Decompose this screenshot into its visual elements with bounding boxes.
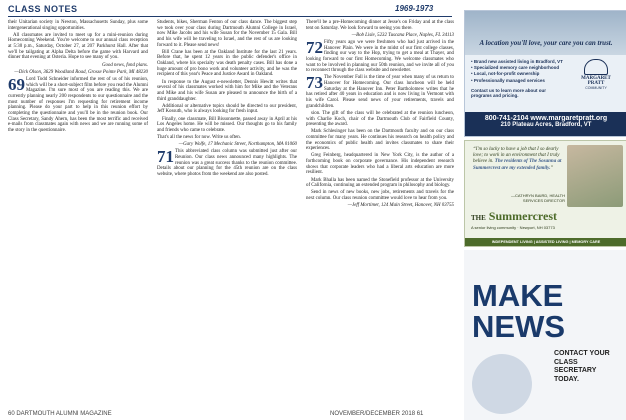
ad-cta: Contact us to learn more about our programs and pricing. bbox=[471, 88, 547, 98]
ad-address: 210 Plateau Acres, Bradford, VT bbox=[500, 122, 592, 128]
class-year-dropcap: 69 bbox=[8, 74, 25, 94]
paragraph: Mark Schlesinger has been on the Dartmouth faculty and on our class committee for many years. He continues his research on health policy and the economics of public health and invites classmates to share their experiences. bbox=[306, 129, 454, 152]
arch-icon bbox=[584, 59, 608, 75]
ad-subline: A senior living community · Newport, NH 03773 bbox=[471, 225, 555, 230]
column-2 bbox=[157, 20, 297, 179]
ad-photo bbox=[465, 11, 626, 55]
ad-contact-bar bbox=[465, 112, 626, 136]
section-title: CLASS NOTES bbox=[8, 4, 78, 14]
class-entry-73 bbox=[306, 75, 454, 109]
footer-left: 60 DARTMOUTH ALUMNI MAGAZINE bbox=[8, 411, 112, 417]
list-item: • Local, not-for-profit ownership bbox=[471, 71, 540, 77]
quote-close: ” bbox=[550, 165, 554, 171]
column-1 bbox=[8, 20, 148, 135]
paragraph: Additional or alternative topics should be directed to our president, Jeff Kossuth, who is always looking for fresh input. bbox=[157, 103, 297, 115]
paragraph: In response to the August e-newsletter, Dennis Hewitt writes that several of his classmates worked with him for Mike and the Veterans and Mike and his wife Susan are pleased to announce the birth of a third granddaughter. bbox=[157, 79, 297, 102]
logo-sub: COMMUNITY bbox=[585, 86, 607, 90]
summercrest-logo bbox=[471, 209, 621, 224]
logo-lead: THE bbox=[471, 214, 486, 222]
logo-name: MARGARET PRATT bbox=[581, 76, 611, 86]
class-entry-71 bbox=[157, 149, 297, 177]
signature: —Gary Wolfe, 17 Mechanic Street, Northampton, MA 01060 bbox=[178, 142, 297, 148]
ad-phone-web[interactable]: 800-741-2104 www.margaretpratt.org bbox=[484, 115, 608, 122]
signature: —Bob Lisle, 5232 Tuscana Place, Naples, FL 34113 bbox=[351, 32, 454, 38]
signature: —Dick Olson, 3629 Woodland Road, Grosse Pointe Park, MI 48230 bbox=[14, 69, 148, 75]
headline-line-2: NEWS bbox=[472, 309, 565, 344]
ad-decor-circle bbox=[472, 354, 532, 414]
header-rule bbox=[8, 16, 452, 17]
class-entry-72 bbox=[306, 37, 454, 74]
margaret-pratt-logo bbox=[573, 59, 619, 89]
paragraph: Bill Crane has been at the Oakland Institute for the last 21 years. Before that, he spent 12 years in the public defender's office in Oakland, where his specialty was death penalty cases. Bill has done a huge amount of pro bono work and volunteer activity, and he was the recipient of this year's Peace and Justice Award in Oakland. bbox=[157, 49, 297, 78]
ad-bullet-list bbox=[471, 59, 567, 84]
ad-headline bbox=[472, 280, 565, 342]
testimonial-quote bbox=[473, 147, 563, 172]
quote-text: “I'm so lucky to have a job that I so dearly love; to work in an environment that I truly believe in. bbox=[473, 147, 560, 165]
list-item: • Professionally managed services bbox=[471, 77, 545, 83]
class-year-dropcap: 72 bbox=[306, 37, 323, 57]
class-entry-text: This abbreviated class column was submitted just after our Reunion. Our class news announced many highlights. The reunion was a great success thanks to the reunion committee. Details about our planning for the 45th reunion are on the class website, where photos from the weekend are also posted. bbox=[157, 149, 297, 177]
testimonial-attribution: —CATHRYN BAIRD, HEALTH SERVICES DIRECTOR bbox=[510, 193, 565, 203]
paragraph: sion. The gift of the class will be celebrated at the reunion luncheon, with Charlie Koch, chair of the Dartmouth Club of Fairfield County, presenting the award. bbox=[306, 110, 454, 128]
ad-headline: A location you'll love, your care you can trust. bbox=[479, 39, 613, 47]
class-year-dropcap: 73 bbox=[306, 73, 323, 93]
footer-right: NOVEMBER/DECEMBER 2018 61 bbox=[330, 411, 424, 417]
logo-name: Summercrest bbox=[488, 209, 557, 223]
class-year-dropcap: 71 bbox=[157, 147, 174, 167]
class-entry-69 bbox=[8, 74, 148, 134]
list-item: • Specialized memory care neighborhood bbox=[471, 65, 560, 71]
summercrest-ad[interactable] bbox=[464, 140, 626, 247]
paragraph: Send in news of new books, new jobs, retirements and travels for the next column. Our class reunion committee would love to hear from you. bbox=[306, 190, 454, 202]
paragraph: Finally, one classmate, Bill Bissonnette, passed away in April at his Los Angeles home. He will be missed. Our thoughts go to his family and friends who came to celebrate. bbox=[157, 116, 297, 133]
signature: Good news, fond plans. bbox=[101, 62, 148, 68]
quote-highlight: The residents of The Sosanna at Summercrest are my extended family. bbox=[473, 159, 562, 171]
class-entry-text: The November Fall is the time of year when many of us return to Hanover for Homecoming. Our class luncheon will be held Saturday at the Hanover Inn. Peter Bartholomew writes that he has retired after 40 years in education and is now living in Vermont with his wife Carol. Please send news of your retirements, travels and grandchildren. bbox=[306, 75, 454, 109]
list-item: • Brand new assisted living in Bradford, VT bbox=[471, 59, 563, 64]
make-news-ad[interactable] bbox=[464, 250, 626, 420]
ad-cta: CONTACT YOUR CLASS SECRETARY TODAY. bbox=[554, 350, 610, 383]
paragraph: their Unitarian society in Newton, Massachusetts Sunday, plus some intergenerational singing opportunities. bbox=[8, 20, 148, 31]
ad-services-bar: INDEPENDENT LIVING | ASSISTED LIVING | MEMORY CARE bbox=[465, 238, 626, 246]
class-years: 1969-1973 bbox=[395, 4, 434, 13]
staff-photo bbox=[567, 145, 623, 207]
headline-line-1: MAKE bbox=[472, 278, 564, 313]
paragraph: Mark Bhalla has been named the Stonefield professor at the University of California, continuing an extended program in philosophy and biology. bbox=[306, 177, 454, 189]
paragraph: All classmates are invited to meet up for a mini-reunion during Homecoming Weekend. You're welcome to our annual class reception at 5:30 p.m., Saturday, October 27, at 207 Parkhurst Hall. After that we'll be tailgating at Alpha Delta before the game with Harvard and dinner that evening at Osteria. Hope to see many of you. bbox=[8, 32, 148, 61]
margaret-pratt-ad[interactable] bbox=[464, 10, 626, 137]
paragraph: Greg Feinberg, headquartered in New York City, is the author of a forthcoming book on corporate governance. His independent research shows that corporate leaders who had a liberal arts education are more resilient. bbox=[306, 153, 454, 176]
signature: —Jeff Mortimer, 124 Main Street, Hanover, NH 03755 bbox=[347, 203, 454, 209]
paragraph: Students, bikes, Sherman Fenton of our class dance. The biggest step we took over your class during Dartmouth Alumni College in Israel, now Mike Jacobs and his wife Susan for the November 15 Gala. Bill and his wife will be traveling to Israel, and the rest of us are looking forward to it. Please send news! bbox=[157, 20, 297, 48]
class-entry-text: Fifty years ago we were freshmen who had just arrived in the Hanover Plain. We were in the midst of our first college classes, finding our way to the Hop, trying to get a meal at Thayer, and looking forward to our first Homecoming. We welcome classmates who want to be involved in planning our 50th reunion, and we invite all of you to reconnect through the class website and newsletter. bbox=[306, 39, 454, 74]
paragraph: There'll be a pre-Homecoming dinner at Jesse's on Friday and at the class tent on Saturday. We look forward to seeing you there. bbox=[306, 20, 454, 31]
column-3 bbox=[306, 20, 454, 210]
class-entry-text: Lord Todd Schneider informed the rest of us of his reunion, which will be a short-subject film before you read the Alumni Magazine. I'm sure most of you are reading this. We are currently planning nearly 200 respondents to our questionnaire and the most number of responses I'm requesting for retirement income planning. Please do your part to help in this reunion effort by completing the questionnaire and you'll be in the reunion book. Our Class Secretary, Sandy Ahern, has been the most terrific and received e-mails from classmates again with news and we are running some of the story in the questionnaire. bbox=[8, 76, 148, 133]
paragraph: That's all the news for now. Write us often. bbox=[157, 134, 241, 140]
